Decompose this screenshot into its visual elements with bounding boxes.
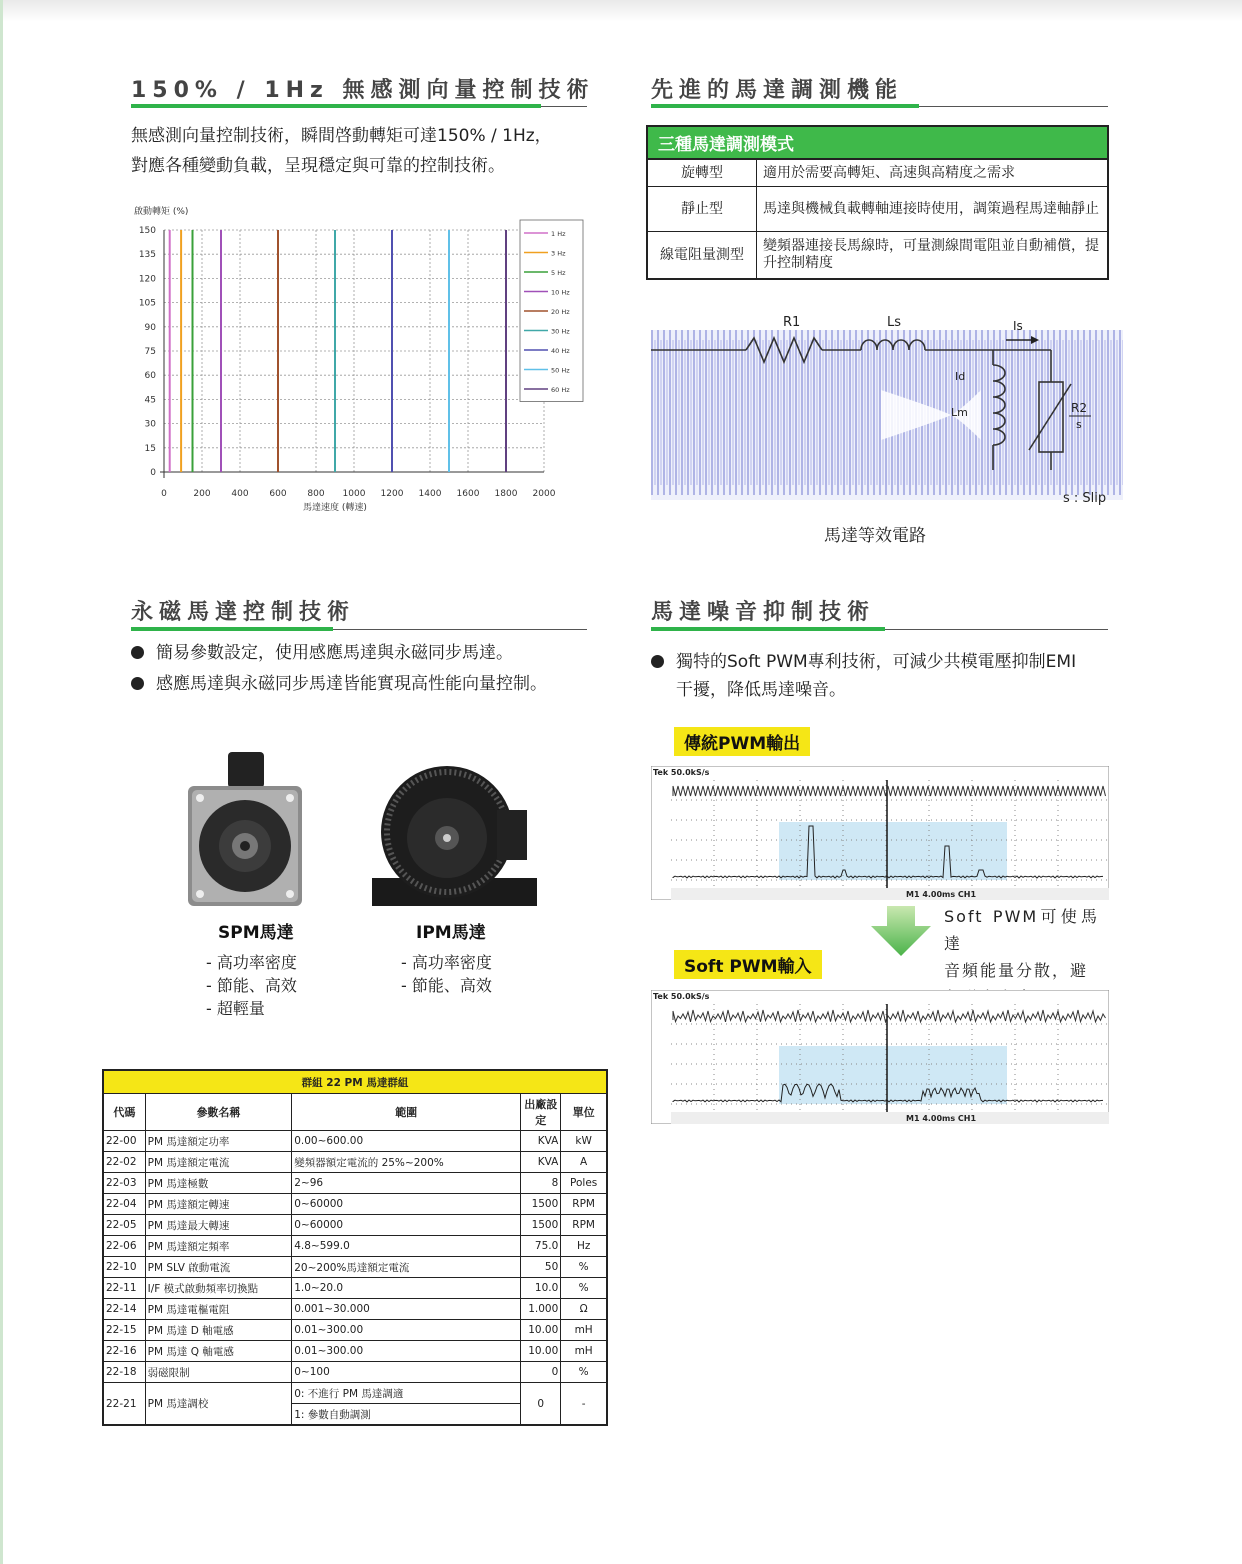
cell-name: PM 馬達最大轉速 xyxy=(145,1215,292,1236)
label-s: s xyxy=(1076,418,1082,431)
table-row xyxy=(647,187,1108,232)
scope-footer-bar xyxy=(671,1112,1109,1124)
note-line: 音頻能量分散，避 xyxy=(944,961,1089,980)
chart-y-tick-label: 15 xyxy=(144,443,156,454)
table-row xyxy=(103,1131,607,1152)
mode-desc: 馬達與機械負載轉軸連接時使用，調策過程馬達軸靜止 xyxy=(757,187,1109,232)
chart-y-tick-label: 90 xyxy=(144,322,156,333)
tuning-table-title: 三種馬達調測模式 xyxy=(647,126,1108,159)
section-title-tuning: 先進的馬達調測機能 xyxy=(651,78,904,103)
cell-unit: - xyxy=(561,1383,607,1426)
cell-default: 75.0 xyxy=(521,1236,561,1257)
label-is: Is xyxy=(1013,319,1023,333)
scope-soft-pwm xyxy=(651,990,1109,1124)
chart-legend-label: 1 Hz xyxy=(551,230,566,238)
chart-legend-label: 20 Hz xyxy=(551,308,570,316)
pm-bullet-2 xyxy=(131,671,547,697)
cell-default: 50 xyxy=(521,1257,561,1278)
header-default: 出廠設定 xyxy=(521,1094,561,1131)
table-row xyxy=(103,1278,607,1299)
down-arrow-icon xyxy=(869,906,933,958)
chart-x-tick-label: 400 xyxy=(231,489,249,499)
cell-unit: % xyxy=(561,1257,607,1278)
mode-desc: 變頻器連接長馬線時，可量測線間電阻並自動補償，提升控制精度 xyxy=(757,232,1109,280)
cell-default: 1500 xyxy=(521,1194,561,1215)
label-traditional-pwm: 傳統PWM輸出 xyxy=(674,727,810,756)
noise-bullet xyxy=(651,648,1116,704)
chart-y-tick-label: 150 xyxy=(138,226,156,236)
table-row xyxy=(103,1215,607,1236)
label-soft-pwm: Soft PWM輸入 xyxy=(674,950,822,979)
table-row xyxy=(103,1257,607,1278)
cell-code: 22-06 xyxy=(103,1236,145,1257)
cell-name: PM 馬達額定轉速 xyxy=(145,1194,292,1215)
table-row xyxy=(103,1383,607,1404)
cell-range: 2~96 xyxy=(292,1173,521,1194)
chart-legend-label: 30 Hz xyxy=(551,327,570,336)
cell-name: PM 馬達額定電流 xyxy=(145,1152,292,1173)
section-title-noise: 馬達噪音抑制技術 xyxy=(651,600,876,625)
cell-code: 22-21 xyxy=(103,1383,145,1426)
table-row xyxy=(103,1299,607,1320)
mode-desc: 適用於需要高轉矩、高速與高精度之需求 xyxy=(757,159,1109,187)
cell-default: KVA xyxy=(521,1152,561,1173)
cell-code: 22-04 xyxy=(103,1194,145,1215)
motor-feature: - 超輕量 xyxy=(206,999,265,1018)
cell-code: 22-05 xyxy=(103,1215,145,1236)
pm-bullet-text: 簡易參數設定，使用感應馬達與永磁同步馬達。 xyxy=(156,643,513,663)
spm-motor-image xyxy=(180,750,310,915)
cell-code: 22-11 xyxy=(103,1278,145,1299)
bullet-dot xyxy=(651,655,664,668)
cell-range: 1.0~20.0 xyxy=(292,1278,521,1299)
section-rule-tuning xyxy=(651,106,1108,107)
cell-unit: mH xyxy=(561,1320,607,1341)
table-row xyxy=(103,1341,607,1362)
cell-range: 0: 不進行 PM 馬達調適 xyxy=(292,1383,521,1404)
cell-unit: % xyxy=(561,1362,607,1383)
cell-unit: RPM xyxy=(561,1194,607,1215)
cell-range: 0.01~300.00 xyxy=(292,1341,521,1362)
cell-range: 1: 參數自動調測 xyxy=(292,1404,521,1426)
chart-legend-label: 5 Hz xyxy=(551,269,566,277)
ipm-motor-image xyxy=(372,760,537,910)
chart-x-tick-label: 1000 xyxy=(342,489,366,499)
chart-legend-label: 10 Hz xyxy=(551,288,570,297)
chart-x-tick-label: 1600 xyxy=(456,489,480,499)
cell-code: 22-15 xyxy=(103,1320,145,1341)
cell-name: PM 馬達額定頻率 xyxy=(145,1236,292,1257)
cell-range: 0~60000 xyxy=(292,1215,521,1236)
cell-default: 0 xyxy=(521,1383,561,1426)
scope-header-text: Tek 50.0kS/s xyxy=(653,992,710,1001)
pm-table-group-title: 群組 22 PM 馬達群組 xyxy=(103,1070,607,1094)
vector-desc-line2: 對應各種變動負載，呈現穩定與可靠的控制技術。 xyxy=(131,156,505,176)
chart-legend-label: 50 Hz xyxy=(551,366,570,375)
scope-header-text: Tek 50.0kS/s xyxy=(653,768,710,777)
pm-bullet-1 xyxy=(131,640,513,666)
cell-default: 10.0 xyxy=(521,1278,561,1299)
noise-bullet-line2: 干擾，降低馬達噪音。 xyxy=(676,680,846,700)
spm-motor-features xyxy=(206,951,297,1020)
cell-range: 0.01~300.00 xyxy=(292,1320,521,1341)
table-row xyxy=(103,1194,607,1215)
chart-legend-label: 3 Hz xyxy=(551,249,566,258)
cell-default: 1.000 xyxy=(521,1299,561,1320)
cell-code: 22-10 xyxy=(103,1257,145,1278)
cell-unit: RPM xyxy=(561,1215,607,1236)
cell-name: I/F 模式啟動頻率切換點 xyxy=(145,1278,292,1299)
label-slip: s : Slip xyxy=(1063,491,1107,506)
cell-name: PM 馬達 Q 軸電感 xyxy=(145,1341,292,1362)
vector-description xyxy=(131,121,601,181)
scope-footer-bar xyxy=(671,888,1109,900)
cell-name: PM 馬達 D 軸電感 xyxy=(145,1320,292,1341)
table-row xyxy=(647,232,1108,280)
chart-y-tick-label: 0 xyxy=(150,468,156,478)
cell-name: PM 馬達電樞電阻 xyxy=(145,1299,292,1320)
cell-range: 0~60000 xyxy=(292,1194,521,1215)
cell-unit: A xyxy=(561,1152,607,1173)
section-rule-vector xyxy=(131,106,587,107)
pm-table-body xyxy=(103,1131,607,1383)
cell-default: KVA xyxy=(521,1131,561,1152)
bullet-dot xyxy=(131,677,144,690)
label-ls: Ls xyxy=(887,315,902,330)
table-row xyxy=(103,1362,607,1383)
chart-y-tick-label: 120 xyxy=(138,274,156,285)
pm-bullet-text: 感應馬達與永磁同步馬達皆能實現高性能向量控制。 xyxy=(156,674,547,694)
noise-bullet-line1: 獨特的Soft PWM專利技術，可減少共模電壓抑制EMI xyxy=(676,652,1077,672)
section-rule-pm xyxy=(131,629,587,630)
chart-x-tick-label: 200 xyxy=(193,489,211,499)
note-line: Soft PWM可使馬達 xyxy=(944,907,1099,953)
chart-y-tick-label: 135 xyxy=(138,250,156,261)
chart-x-tick-label: 800 xyxy=(307,489,325,499)
table-row xyxy=(647,159,1108,187)
cell-code: 22-02 xyxy=(103,1152,145,1173)
pm-parameter-table xyxy=(102,1069,608,1426)
cell-unit: mH xyxy=(561,1341,607,1362)
cell-range: 20~200%馬達額定電流 xyxy=(292,1257,521,1278)
spm-motor-name: SPM馬達 xyxy=(218,923,294,943)
chart-y-tick-label: 30 xyxy=(144,419,156,430)
cell-code: 22-00 xyxy=(103,1131,145,1152)
chart-x-tick-label: 2000 xyxy=(532,489,556,499)
cell-unit: Poles xyxy=(561,1173,607,1194)
header-code: 代碼 xyxy=(103,1094,145,1131)
tuning-modes-table xyxy=(646,125,1109,280)
cell-range: 變頻器額定電流的 25%~200% xyxy=(292,1152,521,1173)
cell-name: PM 馬達額定功率 xyxy=(145,1131,292,1152)
section-title-vector: 150% / 1Hz 無感測向量控制技術 xyxy=(131,78,595,103)
section-title-pm: 永磁馬達控制技術 xyxy=(131,600,356,625)
cell-unit: kW xyxy=(561,1131,607,1152)
cell-default: 1500 xyxy=(521,1215,561,1236)
cell-default: 10.00 xyxy=(521,1341,561,1362)
scope-traditional-pwm xyxy=(651,766,1109,900)
header-name: 參數名稱 xyxy=(145,1094,292,1131)
scope-footer-text: M1 4.00ms CH1 xyxy=(906,890,977,899)
cell-name: PM 馬達極數 xyxy=(145,1173,292,1194)
table-row xyxy=(103,1173,607,1194)
page-left-border xyxy=(0,0,3,1564)
chart-x-axis-label: 馬達速度 (轉速) xyxy=(303,503,367,513)
table-row xyxy=(103,1320,607,1341)
cell-name: PM 馬達調校 xyxy=(145,1383,292,1426)
vector-desc-line1: 無感測向量控制技術，瞬間啓動轉矩可達150% / 1Hz， xyxy=(131,126,552,146)
chart-legend-label: 40 Hz xyxy=(551,347,570,355)
cell-code: 22-16 xyxy=(103,1341,145,1362)
chart-y-tick-label: 105 xyxy=(138,298,156,309)
cell-unit: Ω xyxy=(561,1299,607,1320)
cell-range: 0.00~600.00 xyxy=(292,1131,521,1152)
table-row xyxy=(103,1236,607,1257)
cell-default: 0 xyxy=(521,1362,561,1383)
chart-x-tick-label: 1400 xyxy=(418,489,442,499)
cell-range: 0~100 xyxy=(292,1362,521,1383)
scope-footer-text: M1 4.00ms CH1 xyxy=(906,1114,977,1123)
header-range: 範圍 xyxy=(292,1094,521,1131)
chart-x-tick-label: 1800 xyxy=(494,489,518,499)
chart-x-tick-label: 1200 xyxy=(380,489,404,499)
cell-default: 8 xyxy=(521,1173,561,1194)
mode-name: 線電阻量測型 xyxy=(647,232,757,280)
cell-name: 弱磁限制 xyxy=(145,1362,292,1383)
circuit-caption: 馬達等效電路 xyxy=(824,526,926,546)
label-r1: R1 xyxy=(783,315,801,330)
chart-y-tick-label: 75 xyxy=(144,347,156,357)
label-id: Id xyxy=(955,370,966,383)
motor-feature: - 節能、高效 xyxy=(401,976,492,995)
chart-x-tick-label: 600 xyxy=(269,489,287,499)
motor-feature: - 高功率密度 xyxy=(401,953,492,972)
cell-code: 22-18 xyxy=(103,1362,145,1383)
cell-range: 0.001~30.000 xyxy=(292,1299,521,1320)
ipm-motor-features xyxy=(401,951,492,997)
label-lm: Lm xyxy=(951,406,968,419)
chart-y-tick-label: 60 xyxy=(144,371,156,382)
motor-feature: - 高功率密度 xyxy=(206,953,297,972)
section-rule-noise xyxy=(651,629,1108,630)
mode-name: 靜止型 xyxy=(647,187,757,232)
cell-code: 22-03 xyxy=(103,1173,145,1194)
cell-range: 4.8~599.0 xyxy=(292,1236,521,1257)
chart-y-axis-label: 啟動轉矩 (%) xyxy=(134,207,189,217)
cell-code: 22-14 xyxy=(103,1299,145,1320)
motor-feature: - 節能、高效 xyxy=(206,976,297,995)
pm-table-header xyxy=(103,1094,607,1131)
cell-unit: Hz xyxy=(561,1236,607,1257)
cell-unit: % xyxy=(561,1278,607,1299)
cell-default: 10.00 xyxy=(521,1320,561,1341)
ipm-motor-name: IPM馬達 xyxy=(416,923,486,943)
cell-name: PM SLV 啟動電流 xyxy=(145,1257,292,1278)
mode-name: 旋轉型 xyxy=(647,159,757,187)
chart-legend-label: 60 Hz xyxy=(551,386,570,394)
bullet-dot xyxy=(131,646,144,659)
torque-chart xyxy=(128,198,588,523)
label-r2: R2 xyxy=(1071,401,1087,415)
header-unit: 單位 xyxy=(561,1094,607,1131)
page-top-shade xyxy=(0,0,1242,22)
chart-x-tick-label: 0 xyxy=(161,489,167,499)
chart-y-tick-label: 45 xyxy=(144,395,156,406)
motor-equivalent-circuit xyxy=(651,310,1123,510)
table-row xyxy=(103,1152,607,1173)
